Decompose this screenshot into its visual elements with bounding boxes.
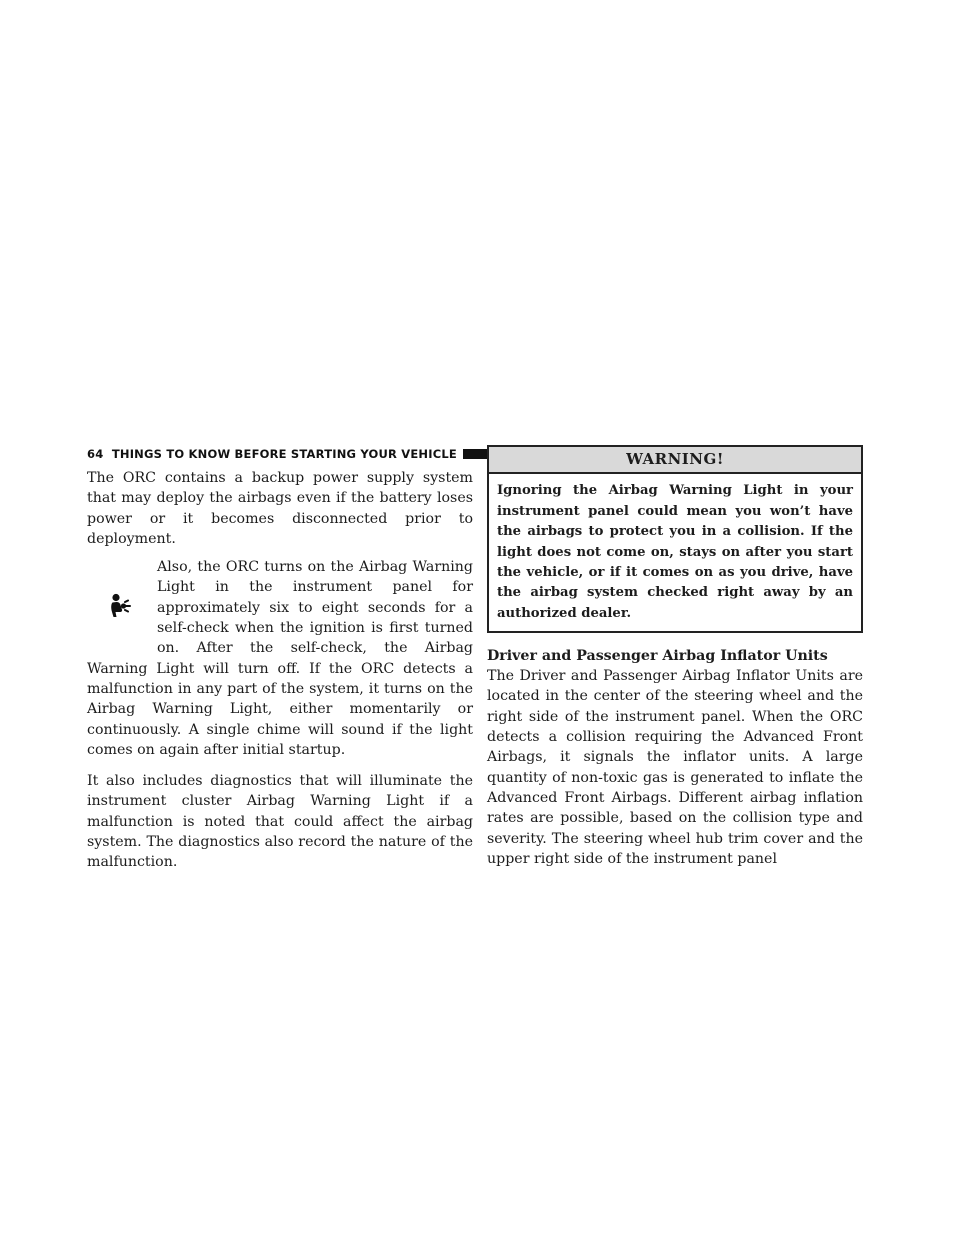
chapter-title: THINGS TO KNOW BEFORE STARTING YOUR VEHICLE xyxy=(111,447,457,461)
airbag-warning-icon xyxy=(87,557,157,649)
paragraph-warning-light: Also, the ORC turns on the Airbag Warning Light in the instrument panel for approximately six to eight seconds for a self-check when the ignition is first turned on. After the self-check, the Airbag Warning Light will turn off. If the ORC detects a malfunction in any part of the system, it turns on the Airbag Warning Light, either momentarily or continuously. A single chime will sound if the light comes on again after initial startup. xyxy=(87,559,473,758)
page-header-text xyxy=(87,447,457,461)
warning-box xyxy=(487,445,863,633)
paragraph-backup-power: The ORC contains a backup power supply system that may deploy the airbags even if the battery loses power or it becomes disconnected prior to deployment. xyxy=(87,470,473,547)
section-heading: Driver and Passenger Airbag Inflator Units xyxy=(487,648,828,665)
warning-title: WARNING! xyxy=(489,447,861,474)
paragraph-inflator-units: The Driver and Passenger Airbag Inflator Units are located in the center of the steering wheel and the right side of the instrument panel. When the ORC detects a collision requiring the Advanced Front Airbags, it signals the inflator units. A large quantity of non-toxic gas is generated to inflate the Advanced Front Airbags. Different airbag inflation rates are possible, based on the collision type and severity. The steering wheel hub trim cover and the upper right side of the instrument panel xyxy=(487,668,863,867)
right-column xyxy=(487,445,863,869)
warning-text: Ignoring the Airbag Warning Light in your instrument panel could mean you won’t have the airbags to protect you in a collision. If the light does not come on, stays on after you start the vehicle, or if it comes on as you drive, have the airbag system checked right away by an authorized dealer. xyxy=(497,483,853,621)
paragraph-diagnostics: It also includes diagnostics that will illuminate the instrument cluster Airbag Warning Light if a malfunction is noted that could affect the airbag system. The diagnostics also record the nature of the malfunction. xyxy=(87,773,473,871)
left-column xyxy=(87,468,473,873)
page-number: 64 xyxy=(87,447,104,461)
